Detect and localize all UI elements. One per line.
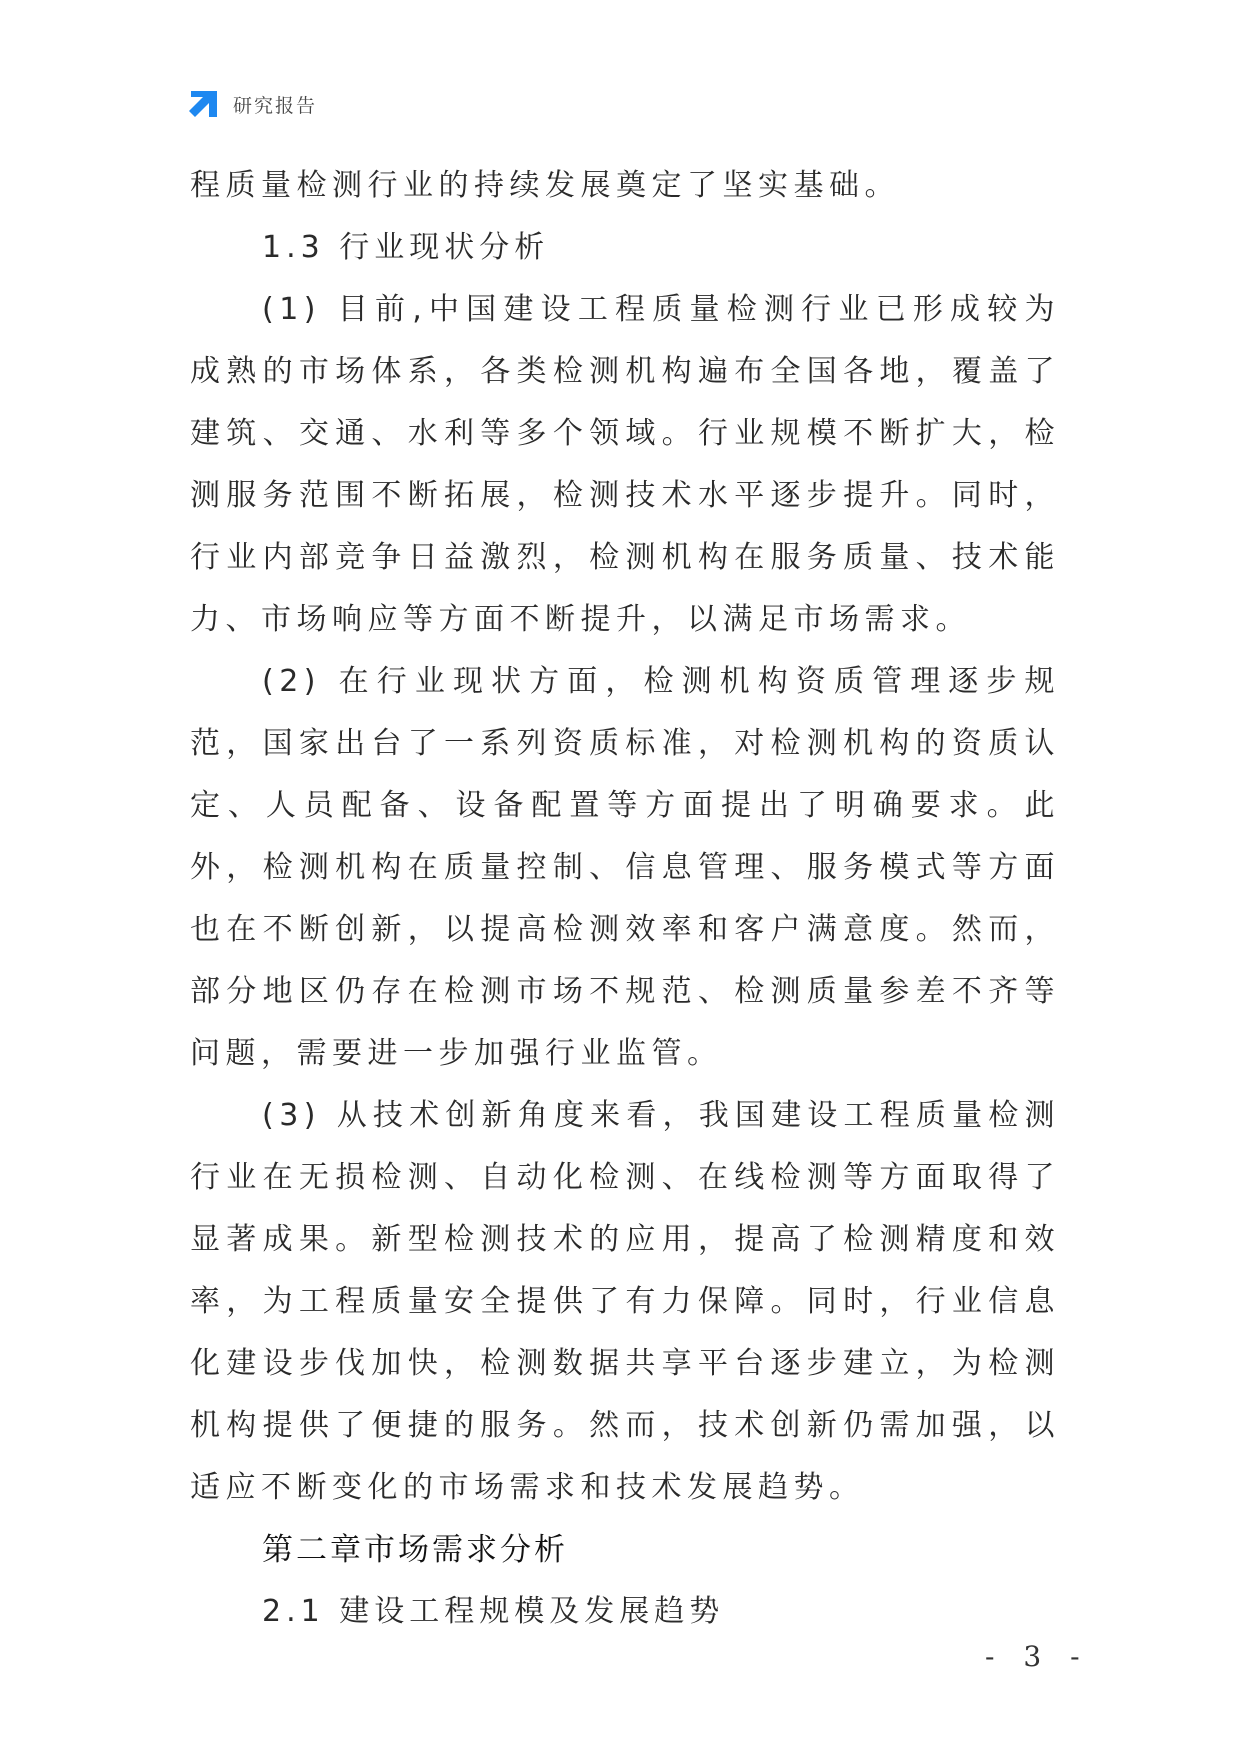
page-number: - 3 - — [985, 1640, 1090, 1673]
paragraph-2: (2) 在行业现状方面，检测机构资质管理逐步规范，国家出台了一系列资质标准，对检测机构的资质认定、人员配备、设备配置等方面提出了明确要求。此外，检测机构在质量控制、信息管理、服务模式等方面也在不断创新，以提高检测效率和客户满意度。然而，部分地区仍存在检测市场不规范、检测质量参差不齐等问题，需要进一步加强行业监管。 — [190, 664, 1060, 1071]
section-heading-1-3: 1.3 行业现状分析 — [262, 230, 550, 265]
paragraph-1: (1) 目前,中国建设工程质量检测行业已形成较为成熟的市场体系，各类检测机构遍布全国各地，覆盖了建筑、交通、水利等多个领域。行业规模不断扩大，检测服务范围不断拓展，检测技术水平逐步提升。同时，行业内部竞争日益激烈，检测机构在服务质量、技术能力、市场响应等方面不断提升，以满足市场需求。 — [190, 292, 1060, 637]
paragraph-continuation: 程质量检测行业的持续发展奠定了坚实基础。 — [190, 168, 900, 203]
page-header — [187, 86, 317, 122]
brand-label: 研究报告 — [233, 94, 318, 117]
chapter-title: 第二章市场需求分析 — [262, 1532, 568, 1568]
section-heading-2-1: 2.1 建设工程规模及发展趋势 — [262, 1594, 725, 1629]
arrow-up-right-icon — [187, 87, 221, 121]
paragraph-3: (3) 从技术创新角度来看，我国建设工程质量检测行业在无损检测、自动化检测、在线检测等方面取得了显著成果。新型检测技术的应用，提高了检测精度和效率，为工程质量安全提供了有力保障。同时，行业信息化建设步伐加快，检测数据共享平台逐步建立，为检测机构提供了便捷的服务。然而，技术创新仍需加强，以适应不断变化的市场需求和技术发展趋势。 — [190, 1098, 1060, 1505]
document-body — [190, 155, 1060, 1643]
